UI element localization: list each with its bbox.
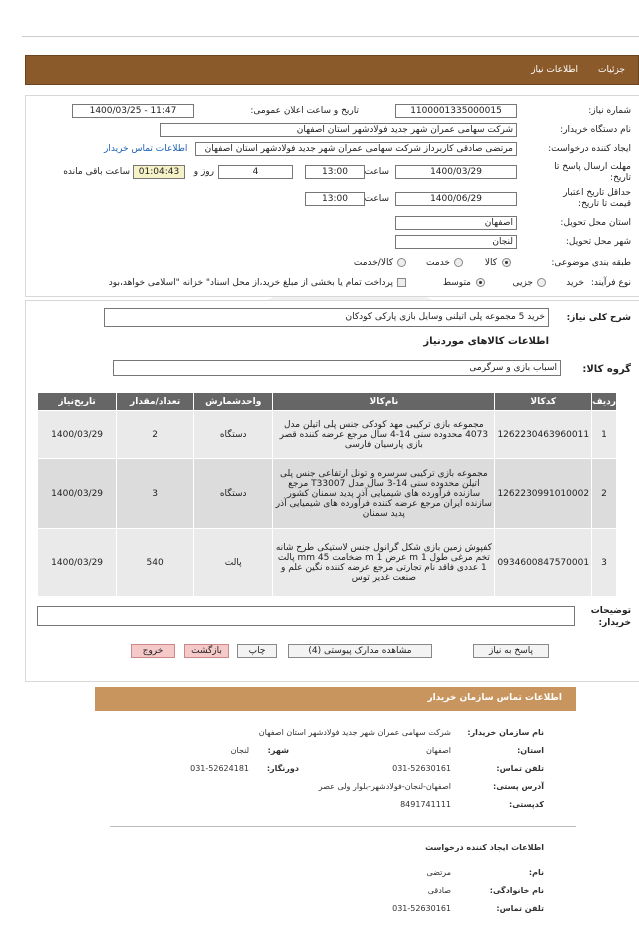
city-contact-value: لنجان [230,746,249,755]
remaining-label: ساعت باقی مانده [63,167,130,177]
col-qty: تعداد/مقدار [117,393,194,411]
goods-heading: اطلاعات کالاهای موردنیاز [423,336,549,347]
reply-date-field: 1400/03/29 [395,165,517,179]
category-both-radio[interactable] [397,258,406,267]
cell-code: 0934600847570001 [495,529,592,597]
creator-section-title: اطلاعات ایجاد کننده درخواست [425,843,544,852]
cell-date: 1400/03/29 [38,459,117,529]
fax-label: دورنگار: [266,764,299,773]
payment-note: پرداخت تمام یا بخشی از مبلغ خرید،از محل اسناد" خزانه "اسلامی خواهد،بود [108,278,393,288]
top-divider [22,36,639,37]
table-row [38,529,617,597]
fax-value: 031-52624181 [190,764,249,773]
col-code: کدکالا [495,393,592,411]
attachments-button[interactable]: مشاهده مدارک پیوستی (4) [288,644,432,658]
cell-qty: 540 [117,529,194,597]
process-partial-radio[interactable] [537,278,546,287]
cell-row: 1 [592,411,617,459]
nav-details[interactable]: جزئیات [598,65,625,75]
days-label: روز و [193,167,214,177]
summary-label: شرح کلی نیاز: [566,313,631,323]
family-label: نام خانوادگی: [489,886,544,895]
cell-date: 1400/03/29 [38,411,117,459]
days-remaining-field: 4 [218,165,293,179]
validity-time-field: 13:00 [305,192,365,206]
validity-label: حداقل تاریخ اعتبار قیمت تا تاریخ: [563,188,631,209]
category-goods-radio[interactable] [502,258,511,267]
creator-phone-value: 031-52630161 [392,904,451,913]
process-medium-radio[interactable] [476,278,485,287]
phone-value: 031-52630161 [392,764,451,773]
table-row [38,459,617,529]
nav-bar [25,55,639,85]
category-service-radio[interactable] [454,258,463,267]
cell-name: مجموعه بازی ترکیبی سرسره و تونل ارتفاعی جنس پلی اتیلن محدوده سنی 14-3 سال مدل T33007 مرجع سازنده فرآورده های شیمیایی آذر پدید سمنان کشور سازنده ایران مرجع عرضه کننده فرآورده های شیمیایی آذر پدید سمنان [273,459,495,529]
reply-time-field: 13:00 [305,165,365,179]
process-partial-label: جزیی [512,278,533,288]
cell-qty: 2 [117,411,194,459]
creator-label: ایجاد کننده درخواست: [548,144,631,154]
print-button[interactable]: چاپ [237,644,277,658]
category-service-label: خدمت [426,258,450,268]
state-label: استان: [517,746,544,755]
process-label: نوع فرآیند: [590,278,631,288]
need-number-label: شماره نیاز: [588,106,631,116]
org-label: نام سازمان خریدار: [467,728,544,737]
postal-value: 8491741111 [400,800,451,809]
need-number-field: 1100001335000015 [395,104,517,118]
buyer-label: نام دستگاه خریدار: [560,125,631,135]
category-goods-label: کالا [484,258,497,268]
process-medium-label: متوسط [442,278,471,288]
category-label: طبقه بندی موضوعی: [551,258,631,268]
summary-field: خرید 5 مجموعه پلی اتیلنی وسایل بازی پارکی کودکان [104,308,549,327]
cell-unit: پالت [194,529,273,597]
cell-date: 1400/03/29 [38,529,117,597]
name-value: مرتضی [426,868,451,877]
phone-label: تلفن تماس: [496,764,544,773]
category-both-label: کالا/خدمت [353,258,393,268]
cell-name: کفپوش زمین بازی شکل گرانول جنس لاستیکی طرح شانه تخم مرغی طول 1 m عرض 1 m ضخامت 45 mm پالت 1 عددی فاقد نام تجارتی مرجع عرضه کننده نگین علم و صنعت غدیر توس [273,529,495,597]
province-field: اصفهان [395,216,517,230]
cell-qty: 3 [117,459,194,529]
reply-deadline-label: مهلت ارسال پاسخ تا تاریخ: [554,162,631,183]
family-value: صادقی [427,886,451,895]
announce-label: تاریخ و ساعت اعلان عمومی: [250,106,359,116]
group-label: گروه کالا: [582,364,631,375]
creator-field: مرتضی صادقی کاربرداز شرکت سهامی عمران شهر جدید فولادشهر استان اصفهان [195,142,517,156]
postal-label: کدپستی: [509,800,544,809]
contact-title: اطلاعات تماس سازمان خریدار [427,693,562,703]
creator-phone-label: تلفن تماس: [496,904,544,913]
notes-field [37,606,575,626]
reply-time-label: ساعت [364,167,389,177]
payment-treasury-checkbox[interactable] [397,278,406,287]
announce-field: 1400/03/25 - 11:47 [72,104,194,118]
group-field: اسباب بازی و سرگرمی [113,360,561,376]
validity-date-field: 1400/06/29 [395,192,517,206]
cell-unit: دستگاه [194,411,273,459]
col-name: نام‌کالا [273,393,495,411]
buyer-field: شرکت سهامی عمران شهر جدید فولادشهر استان اصفهان [160,123,517,137]
validity-time-label: ساعت [364,194,389,204]
table-row [38,411,617,459]
goods-table [37,392,617,597]
city-label: شهر محل تحویل: [565,237,631,247]
reply-button[interactable]: پاسخ به نیاز [473,644,549,658]
cell-name: مجموعه بازی ترکیبی مهد کودکی جنس پلی اتیلن مدل 4073 محدوده سنی 14-4 سال مرجع عرضه کننده قصر بازی پارسیان فارسی [273,411,495,459]
province-label: استان محل تحویل: [560,218,631,228]
name-label: نام: [528,868,544,877]
back-button[interactable]: بازگشت [184,644,229,658]
nav-need-info[interactable]: اطلاعات نیاز [531,65,578,75]
state-value: اصفهان [425,746,451,755]
col-date: تاریخ‌نیاز [38,393,117,411]
contact-header [95,687,576,711]
cell-unit: دستگاه [194,459,273,529]
cell-row: 2 [592,459,617,529]
process-buy-label: خرید [566,278,584,288]
cell-code: 1262230463960011 [495,411,592,459]
address-label: آدرس پستی: [493,782,544,791]
exit-button[interactable]: خروج [131,644,175,658]
cell-row: 3 [592,529,617,597]
city-contact-label: شهر: [267,746,289,755]
cell-code: 1262230991010002 [495,459,592,529]
col-unit: واحدشمارش [194,393,273,411]
notes-label: توضیحات خریدار: [590,606,631,628]
col-row: ردیف [592,393,617,411]
buyer-contact-link[interactable]: اطلاعات تماس خریدار [104,144,188,154]
org-value: شرکت سهامی عمران شهر جدید فولادشهر استان اصفهان [258,728,451,737]
remaining-time-field: 01:04:43 [133,165,185,179]
contact-divider [110,826,576,827]
city-field: لنجان [395,235,517,249]
address-value: اصفهان-لنجان-فولادشهر-بلوار ولی عصر [318,782,451,791]
